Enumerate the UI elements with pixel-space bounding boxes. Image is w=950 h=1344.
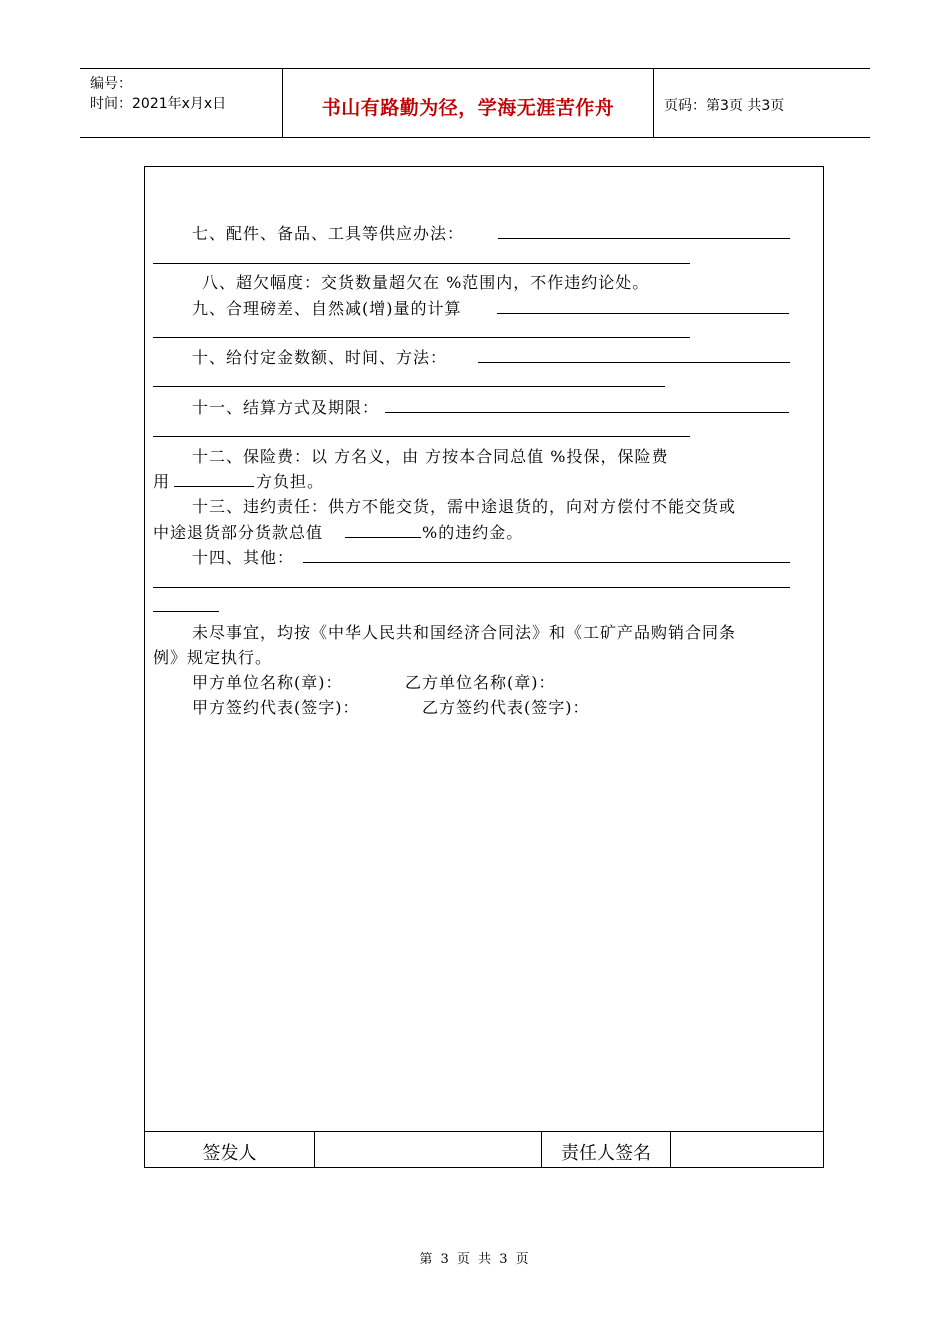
- clause-10: 十、给付定金数额、时间、方法：: [192, 348, 448, 367]
- motto-text: 书山有路勤为径，学海无涯苦作舟: [321, 97, 615, 119]
- clause-12-cont-prefix: 用: [153, 472, 171, 491]
- clause-12: 十二、保险费：以 方名义，由 方按本合同总值 %投保，保险费: [192, 447, 669, 466]
- clause-10-blank-cont[interactable]: [153, 386, 665, 387]
- clause-7-blank-cont[interactable]: [153, 263, 690, 264]
- issuer-label-cell: [145, 1132, 315, 1167]
- page-info: 页码：第3页 共3页: [664, 98, 785, 114]
- clause-11-blank-cont[interactable]: [153, 436, 690, 437]
- closing-line-1: 未尽事宜，均按《中华人民共和国经济合同法》和《工矿产品购销合同条: [192, 623, 737, 642]
- clause-14-blank-cont[interactable]: [153, 587, 790, 588]
- clause-14-blank[interactable]: [303, 562, 790, 563]
- party-b-name-label: 乙方单位名称(章)：: [405, 673, 556, 692]
- clause-13: 十三、违约责任：供方不能交货，需中途退货的，向对方偿付不能交货或: [192, 497, 737, 516]
- party-a-name-label: 甲方单位名称(章)：: [192, 673, 343, 692]
- issuer-signature-cell[interactable]: [315, 1132, 542, 1167]
- clause-14-blank-end[interactable]: [153, 611, 219, 612]
- clause-9-blank-cont[interactable]: [153, 337, 690, 338]
- number-label: 编号：: [90, 76, 132, 92]
- clause-12-cont-suffix: 方负担。: [256, 472, 325, 491]
- clause-7-blank[interactable]: [498, 238, 790, 239]
- clause-13-percent-blank[interactable]: [345, 537, 421, 538]
- issuer-label: 签发人: [202, 1143, 257, 1164]
- clause-12-payer-blank[interactable]: [174, 486, 254, 487]
- header-motto-cell: [283, 69, 654, 137]
- party-b-rep-label: 乙方签约代表(签字)：: [422, 698, 590, 717]
- clause-9: 九、合理磅差、自然减(增)量的计算: [192, 299, 462, 318]
- clause-13-cont-prefix: 中途退货部分货款总值: [153, 523, 324, 542]
- responsible-label-cell: [542, 1132, 671, 1167]
- responsible-label: 责任人签名: [561, 1143, 651, 1164]
- responsible-signature-cell[interactable]: [671, 1132, 823, 1167]
- clause-11-blank[interactable]: [385, 412, 789, 413]
- clause-11: 十一、结算方式及期限：: [192, 398, 380, 417]
- clause-9-blank[interactable]: [497, 313, 789, 314]
- time-label: 时间：2021年x月x日: [90, 96, 227, 112]
- closing-line-2: 例》规定执行。: [153, 648, 273, 667]
- party-a-rep-label: 甲方签约代表(签字)：: [192, 698, 360, 717]
- document-header: [80, 68, 870, 138]
- header-left-cell: [80, 69, 283, 137]
- clause-13-cont-suffix: %的违约金。: [422, 523, 524, 542]
- clause-8: 八、超欠幅度：交货数量超欠在 %范围内，不作违约论处。: [202, 273, 650, 292]
- page-footer: 第 3 页 共 3 页: [419, 1252, 531, 1267]
- clause-10-blank[interactable]: [478, 362, 790, 363]
- clause-7: 七、配件、备品、工具等供应办法：: [192, 224, 465, 243]
- clause-14: 十四、其他：: [192, 548, 295, 567]
- signoff-row: [145, 1131, 823, 1167]
